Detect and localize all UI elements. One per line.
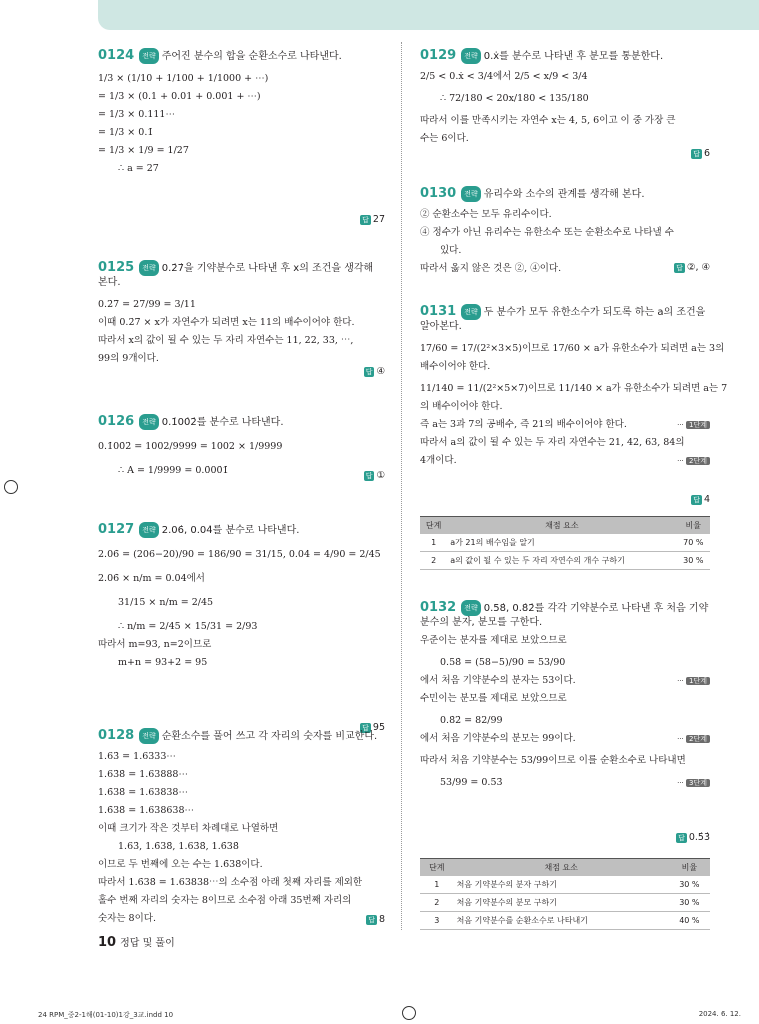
solution-line: 에서 처음 기약분수의 분모는 99이다. xyxy=(420,733,576,744)
problem-0125 xyxy=(98,260,385,377)
registration-mark-icon xyxy=(402,1006,416,1020)
solution-line: 홀수 번째 자리의 숫자는 8이므로 소수점 아래 35번째 자리의 xyxy=(98,895,352,906)
table-header: 비율 xyxy=(669,859,710,877)
solution-line: 99의 9개이다. xyxy=(98,353,159,364)
solution-line: 의 배수이어야 한다. xyxy=(420,401,503,412)
table-row: 2 a의 값이 될 수 있는 두 자리 자연수의 개수 구하기 30 % xyxy=(420,552,710,570)
table-row: 2 처음 기약분수의 분모 구하기 30 % xyxy=(420,894,710,912)
problem-number: 0131 xyxy=(420,304,457,319)
solution-line: 에서 처음 기약분수의 분자는 53이다. xyxy=(420,675,576,686)
header-banner xyxy=(98,0,759,30)
solution-line: 53/99 = 0.5̇3̇ xyxy=(440,777,503,788)
table-header: 단계 xyxy=(420,859,454,877)
problem-number: 0124 xyxy=(98,48,135,63)
solution-line: ∴ A = 1/9999 = 0.0̇00̇1̇ xyxy=(118,465,229,476)
answer: 답 8 xyxy=(368,914,385,925)
step-marker: ··· 1단계 xyxy=(677,672,710,690)
problem-title: 순환소수를 풀어 쓰고 각 자리의 숫자를 비교한다. xyxy=(161,731,378,742)
strategy-tag: 전략 xyxy=(139,414,159,430)
table-header: 채점 요소 xyxy=(447,517,676,535)
solution-line: 1.6̇38̇ = 1.63838⋯ xyxy=(98,787,188,798)
solution-line: 31/15 × n/m = 2/45 xyxy=(118,597,214,608)
solution-line: 따라서 처음 기약분수는 53/99이므로 이를 순환소수로 나타내면 xyxy=(420,755,686,766)
solution-line: ∴ n/m = 2/45 × 15/31 = 2/93 xyxy=(118,621,258,632)
problem-number: 0132 xyxy=(420,600,457,615)
problem-title: 0.58̇, 0.8̇2̇를 각각 기약분수로 나타낸 후 처음 기약분수의 분자, 분모를 구한다. xyxy=(420,603,709,628)
answer: 답 ① xyxy=(365,470,385,481)
solution-line: 따라서 x의 값이 될 수 있는 두 자리 자연수는 11, 22, 33, ⋯, xyxy=(98,335,354,346)
print-file-name: 24 RPM_중2-1해(01-10)1강_3교.indd 10 xyxy=(38,1011,174,1019)
problem-0127 xyxy=(98,522,385,733)
scoring-table xyxy=(420,858,710,930)
solution-line: 2.06̇ = (206−20)/90 = 186/90 = 31/15, 0.04̇ = 4/90 = 2/45 xyxy=(98,549,381,560)
table-header: 비율 xyxy=(677,517,710,535)
table-header: 채점 요소 xyxy=(454,859,669,877)
solution-line: ② 순환소수는 모두 유리수이다. xyxy=(420,209,552,220)
registration-mark-icon xyxy=(4,480,18,494)
solution-line: = 1/3 × 0.1̇ xyxy=(98,127,154,138)
answer: 답 ②, ④ xyxy=(676,262,710,273)
solution-line: ④ 정수가 아닌 유리수는 유한소수 또는 순환소수로 나타낼 수 xyxy=(420,227,674,238)
left-column xyxy=(98,42,385,942)
column-divider xyxy=(401,42,402,930)
problem-number: 0126 xyxy=(98,414,135,429)
solution-line: m+n = 93+2 = 95 xyxy=(118,657,208,668)
solution-line: 1.63̇8̇ = 1.63888⋯ xyxy=(98,769,188,780)
problem-0130 xyxy=(420,186,710,278)
table-row: 3 처음 기약분수를 순환소수로 나타내기 40 % xyxy=(420,912,710,930)
solution-line: 이때 크기가 작은 것부터 차례대로 나열하면 xyxy=(98,823,279,834)
strategy-tag: 전략 xyxy=(461,600,481,616)
answer: 답 4 xyxy=(693,494,710,505)
problem-number: 0125 xyxy=(98,260,135,275)
problem-title: 두 분수가 모두 유한소수가 되도록 하는 a의 조건을 알아본다. xyxy=(420,307,706,332)
solution-line: ∴ a = 27 xyxy=(118,163,159,174)
solution-line: 따라서 a의 값이 될 수 있는 두 자리 자연수는 21, 42, 63, 84의 xyxy=(420,437,685,448)
solution-line: 따라서 옳지 않은 것은 ②, ④이다. xyxy=(420,263,562,274)
solution-line: = 1/3 × 1/9 = 1/27 xyxy=(98,145,189,156)
solution-line: 즉 a는 3과 7의 공배수, 즉 21의 배수이어야 한다. xyxy=(420,419,627,430)
solution-line: 따라서 이를 만족시키는 자연수 x는 4, 5, 6이고 이 중 가장 큰 xyxy=(420,115,676,126)
problem-0131 xyxy=(420,304,728,565)
solution-line: 이므로 두 번째에 오는 수는 1.6̇38̇이다. xyxy=(98,859,263,870)
solution-line: 1.63̇ = 1.6333⋯ xyxy=(98,751,176,762)
problem-0124 xyxy=(98,48,385,225)
table-row: 1 a가 21의 배수임을 알기 70 % xyxy=(420,534,710,552)
problem-0129 xyxy=(420,48,710,159)
answer: 답 ④ xyxy=(365,366,385,377)
solution-line: = 1/3 × 0.111⋯ xyxy=(98,109,175,120)
solution-line: 수는 6이다. xyxy=(420,133,469,144)
solution-line: 우준이는 분자를 제대로 보았으므로 xyxy=(420,635,567,646)
answer: 답 0.5̇3̇ xyxy=(678,832,710,843)
problem-number: 0127 xyxy=(98,522,135,537)
answer: 답 27 xyxy=(362,214,385,225)
print-date: 2024. 6. 12. xyxy=(698,1010,741,1018)
strategy-tag: 전략 xyxy=(461,186,481,202)
solution-line: 0.58̇ = (58−5)/90 = 53/90 xyxy=(440,657,566,668)
problem-0126 xyxy=(98,414,385,480)
problem-number: 0128 xyxy=(98,728,135,743)
scoring-table xyxy=(420,516,710,570)
solution-line: 11/140 = 11/(2²×5×7)이므로 11/140 × a가 유한소수가 되려면 a는 7 xyxy=(420,383,728,394)
solution-line: 배수이어야 한다. xyxy=(420,361,491,372)
solution-line: 0.8̇2̇ = 82/99 xyxy=(440,715,503,726)
answer: 답 6 xyxy=(693,148,710,159)
solution-line: 숫자는 8이다. xyxy=(98,913,156,924)
step-marker: ··· 3단계 xyxy=(677,774,710,792)
solution-line: 17/60 = 17/(2²×3×5)이므로 17/60 × a가 유한소수가 되려면 a는 3의 xyxy=(420,343,725,354)
solution-line: 1.6̇38̇ = 1.638638⋯ xyxy=(98,805,195,816)
solution-line: 수민이는 분모를 제대로 보았으므로 xyxy=(420,693,567,704)
strategy-tag: 전략 xyxy=(461,48,481,64)
page-number: 10 xyxy=(98,935,117,950)
solution-line: 이때 0.2̇7̇ × x가 자연수가 되려면 x는 11의 배수이어야 한다. xyxy=(98,317,355,328)
table-header: 단계 xyxy=(420,517,447,535)
page-label: 정답 및 풀이 xyxy=(120,938,175,949)
strategy-tag: 전략 xyxy=(139,260,159,276)
strategy-tag: 전략 xyxy=(139,728,159,744)
problem-0128 xyxy=(98,728,385,928)
solution-line: 0.2̇7̇ = 27/99 = 3/11 xyxy=(98,299,196,310)
strategy-tag: 전략 xyxy=(139,522,159,538)
problem-title: 0.ẋ를 분수로 나타낸 후 분모를 통분한다. xyxy=(483,51,664,62)
solution-line: 있다. xyxy=(440,245,462,256)
problem-number: 0129 xyxy=(420,48,457,63)
solution-line: 따라서 1.6̇38̇ = 1.63838⋯의 소수점 아래 첫째 자리를 제외한 xyxy=(98,877,363,888)
problem-title: 주어진 분수의 합을 순환소수로 나타낸다. xyxy=(161,51,342,62)
solution-line: 2.06̇ × n/m = 0.04̇에서 xyxy=(98,573,205,584)
strategy-tag: 전략 xyxy=(461,304,481,320)
strategy-tag: 전략 xyxy=(139,48,159,64)
solution-line: 1/3 × (1/10 + 1/100 + 1/1000 + ⋯) xyxy=(98,73,269,84)
solution-line: 4개이다. xyxy=(420,455,457,466)
solution-line: ∴ 72/180 < 20x/180 < 135/180 xyxy=(440,93,589,104)
solution-line: 1.63̇, 1.6̇38̇, 1.63̇8̇, 1.6̇38̇ xyxy=(118,841,239,852)
problem-title: 0.1̇00̇2̇를 분수로 나타낸다. xyxy=(161,417,284,428)
solution-line: = 1/3 × (0.1 + 0.01 + 0.001 + ⋯) xyxy=(98,91,261,102)
problem-title: 0.2̇7̇을 기약분수로 나타낸 후 x의 조건을 생각해 본다. xyxy=(98,263,374,288)
solution-line: 2/5 < 0.ẋ < 3/4에서 2/5 < x/9 < 3/4 xyxy=(420,71,588,82)
solution-line: 따라서 m=93, n=2이므로 xyxy=(98,639,212,650)
problem-title: 2.06̇, 0.04̇를 분수로 나타낸다. xyxy=(161,525,300,536)
answer: 답 95 xyxy=(362,722,385,733)
step-marker: ··· 1단계 xyxy=(677,416,710,434)
problem-title: 유리수와 소수의 관계를 생각해 본다. xyxy=(483,189,645,200)
table-row: 1 처음 기약분수의 분자 구하기 30 % xyxy=(420,876,710,894)
solution-line: 0.1̇00̇2̇ = 1002/9999 = 1002 × 1/9999 xyxy=(98,441,283,452)
problem-0132 xyxy=(420,600,710,925)
right-column xyxy=(420,42,728,942)
step-marker: ··· 2단계 xyxy=(677,730,710,748)
step-marker: ··· 2단계 xyxy=(677,452,710,470)
page-footer xyxy=(98,934,175,950)
problem-number: 0130 xyxy=(420,186,457,201)
